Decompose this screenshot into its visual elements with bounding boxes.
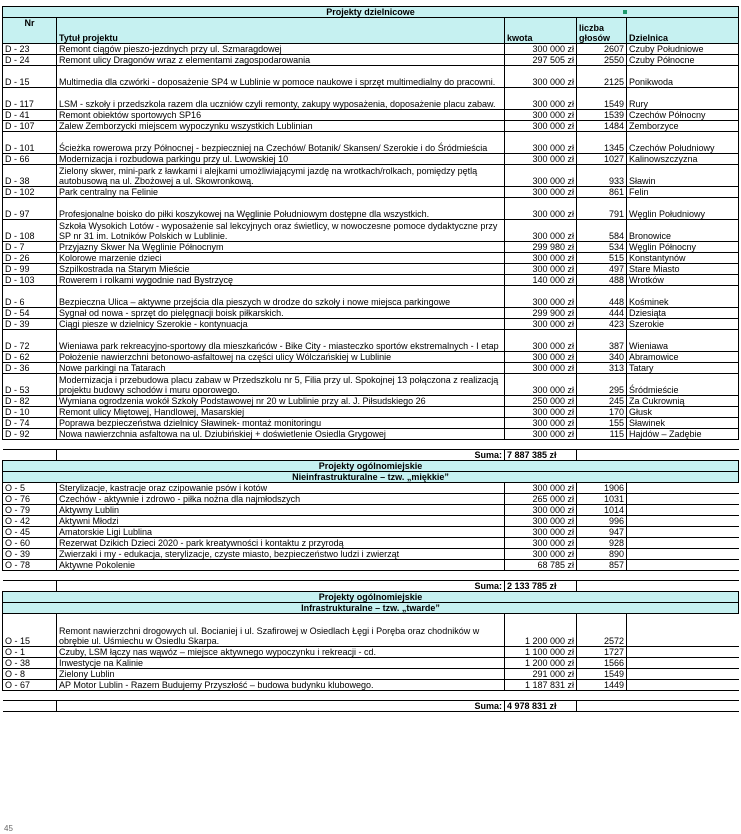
- gap-cell: [3, 691, 739, 701]
- project-district: Tatary: [627, 363, 739, 374]
- project-nr: D - 36: [3, 363, 57, 374]
- project-nr: D - 62: [3, 352, 57, 363]
- project-district: Wrotków: [627, 275, 739, 286]
- header-votes: liczba głosów: [577, 18, 627, 44]
- sum-value: 7 887 385 zł: [505, 450, 577, 461]
- project-title: Zielony skwer, mini-park z ławkami i alejkami umożliwiającymi jazdę na wrotkach/rolkach, pomiędzy pętlą autobusową na ul. Zbożowej a ul. Skowronkową.: [57, 165, 505, 187]
- project-district: Ponikwoda: [627, 66, 739, 88]
- project-district: Wieniawa: [627, 330, 739, 352]
- project-title: Aktywny Lublin: [57, 505, 505, 516]
- project-title: Sterylizacje, kastracje oraz czipowanie psów i kotów: [57, 483, 505, 494]
- project-district: Kośminek: [627, 286, 739, 308]
- table-row: [3, 396, 739, 407]
- project-district: Dziesiąta: [627, 308, 739, 319]
- project-title: Nowe parkingi na Tatarach: [57, 363, 505, 374]
- project-amount: 300 000 zł: [505, 352, 577, 363]
- sum-row: [3, 581, 739, 592]
- table-row: [3, 66, 739, 88]
- project-title: Zalew Zemborzycki miejscem wypoczynku wszystkich Lublinian: [57, 121, 505, 132]
- project-title: Zielony Lublin: [57, 669, 505, 680]
- project-title: Park centralny na Felinie: [57, 187, 505, 198]
- project-title: Przyjazny Skwer Na Węglinie Północnym: [57, 242, 505, 253]
- project-district: Węglin Południowy: [627, 198, 739, 220]
- project-nr: D - 99: [3, 264, 57, 275]
- project-district: Abramowice: [627, 352, 739, 363]
- project-amount: 250 000 zł: [505, 396, 577, 407]
- table-row: [3, 308, 739, 319]
- project-votes: 1449: [577, 680, 627, 691]
- project-title: Poprawa bezpieczeństwa dzielnicy Sławinek- montaż monitoringu: [57, 418, 505, 429]
- project-nr: O - 67: [3, 680, 57, 691]
- project-amount: 300 000 zł: [505, 110, 577, 121]
- project-votes: 996: [577, 516, 627, 527]
- project-nr: D - 103: [3, 275, 57, 286]
- table-row: [3, 549, 739, 560]
- sum-value: 2 133 785 zł: [505, 581, 577, 592]
- project-nr: D - 101: [3, 132, 57, 154]
- project-amount: 300 000 zł: [505, 198, 577, 220]
- project-nr: D - 117: [3, 88, 57, 110]
- project-amount: 300 000 zł: [505, 121, 577, 132]
- project-nr: D - 72: [3, 330, 57, 352]
- project-amount: 300 000 zł: [505, 319, 577, 330]
- project-nr: D - 6: [3, 286, 57, 308]
- project-votes: 497: [577, 264, 627, 275]
- sum-spacer: [577, 581, 739, 592]
- project-votes: 857: [577, 560, 627, 571]
- table-row: [3, 363, 739, 374]
- project-nr: O - 39: [3, 549, 57, 560]
- project-title: Położenie nawierzchni betonowo-asfaltowej na części ulicy Wólczańskiej w Lublinie: [57, 352, 505, 363]
- empty-cell: [627, 494, 739, 505]
- project-nr: D - 41: [3, 110, 57, 121]
- project-district: Sławinek: [627, 418, 739, 429]
- table-row: [3, 88, 739, 110]
- project-district: Sławin: [627, 165, 739, 187]
- project-votes: 1031: [577, 494, 627, 505]
- table-row: [3, 527, 739, 538]
- table-row: [3, 275, 739, 286]
- project-votes: 1484: [577, 121, 627, 132]
- project-title: Szkoła Wysokich Lotów - wyposażenie sal lekcyjnych oraz świetlicy, w nowoczesne pomoce dydaktyczne przy SP nr 31 im. Lotników Polskich w Lublinie.: [57, 220, 505, 242]
- table-row: [3, 110, 739, 121]
- project-votes: 295: [577, 374, 627, 396]
- project-votes: 115: [577, 429, 627, 440]
- project-nr: O - 5: [3, 483, 57, 494]
- sum-spacer: [3, 450, 57, 461]
- project-amount: 300 000 zł: [505, 264, 577, 275]
- project-title: Nowa nawierzchnia asfaltowa na ul. Dziubińskiej + doświetlenie Osiedla Grygowej: [57, 429, 505, 440]
- section-subtitle: Infrastrukturalne – tzw. „twarde”: [3, 603, 739, 614]
- project-title: Remont ulicy Dragonów wraz z elementami zagospodarowania: [57, 55, 505, 66]
- header-district: Dzielnica: [627, 18, 739, 44]
- table-row: [3, 418, 739, 429]
- project-votes: 1906: [577, 483, 627, 494]
- project-title: Modernizacja i rozbudowa parkingu przy ul. Lwowskiej 10: [57, 154, 505, 165]
- project-amount: 1 200 000 zł: [505, 658, 577, 669]
- project-amount: 300 000 zł: [505, 429, 577, 440]
- project-nr: O - 38: [3, 658, 57, 669]
- project-nr: D - 26: [3, 253, 57, 264]
- project-nr: O - 1: [3, 647, 57, 658]
- project-votes: 947: [577, 527, 627, 538]
- project-votes: 488: [577, 275, 627, 286]
- project-title: Aktywne Pokolenie: [57, 560, 505, 571]
- table-row: [3, 121, 739, 132]
- table-row: [3, 253, 739, 264]
- project-nr: D - 53: [3, 374, 57, 396]
- table-row: [3, 429, 739, 440]
- project-nr: O - 79: [3, 505, 57, 516]
- project-nr: D - 24: [3, 55, 57, 66]
- gap-cell: [3, 440, 739, 450]
- project-title: Remont nawierzchni drogowych ul. Bocianiej i ul. Szafirowej w Osiedlach Łęgi i Poręba oraz chodników w obrębie ul. Uśmiechu w Osiedlu Skarpa.: [57, 614, 505, 647]
- project-nr: O - 78: [3, 560, 57, 571]
- project-district: Czechów Północny: [627, 110, 739, 121]
- project-nr: D - 97: [3, 198, 57, 220]
- project-amount: 300 000 zł: [505, 483, 577, 494]
- project-nr: D - 66: [3, 154, 57, 165]
- project-amount: 291 000 zł: [505, 669, 577, 680]
- project-title: Inwestycje na Kalinie: [57, 658, 505, 669]
- project-votes: 791: [577, 198, 627, 220]
- empty-cell: [627, 669, 739, 680]
- project-amount: 300 000 zł: [505, 253, 577, 264]
- project-district: Felin: [627, 187, 739, 198]
- project-nr: D - 82: [3, 396, 57, 407]
- table-row: [3, 220, 739, 242]
- sum-spacer: [3, 581, 57, 592]
- project-district: Szerokie: [627, 319, 739, 330]
- project-votes: 928: [577, 538, 627, 549]
- table-row: [3, 264, 739, 275]
- project-amount: 299 900 zł: [505, 308, 577, 319]
- project-votes: 1027: [577, 154, 627, 165]
- project-votes: 448: [577, 286, 627, 308]
- project-district: Śródmieście: [627, 374, 739, 396]
- project-district: Stare Miasto: [627, 264, 739, 275]
- project-amount: 300 000 zł: [505, 549, 577, 560]
- table-row: [3, 198, 739, 220]
- project-amount: 300 000 zł: [505, 374, 577, 396]
- sum-spacer: [3, 701, 57, 712]
- project-title: Rowerem i rolkami wygodnie nad Bystrzycę: [57, 275, 505, 286]
- project-title: Multimedia dla czwórki - doposażenie SP4 w Lublinie w pomoce naukowe i sprzęt multimedialny do pracowni.: [57, 66, 505, 88]
- project-votes: 170: [577, 407, 627, 418]
- table-row: [3, 44, 739, 55]
- project-amount: 300 000 zł: [505, 132, 577, 154]
- project-votes: 2607: [577, 44, 627, 55]
- project-title: Remont ciągów pieszo-jezdnych przy ul. Szmaragdowej: [57, 44, 505, 55]
- table-row: [3, 374, 739, 396]
- project-title: Szpilkostrada na Starym Mieście: [57, 264, 505, 275]
- project-amount: 300 000 zł: [505, 66, 577, 88]
- table-row: [3, 505, 739, 516]
- project-votes: 444: [577, 308, 627, 319]
- project-amount: 300 000 zł: [505, 44, 577, 55]
- project-nr: O - 76: [3, 494, 57, 505]
- project-title: Czechów - aktywnie i zdrowo - piłka nożna dla najmłodszych: [57, 494, 505, 505]
- gap-row: [3, 691, 739, 701]
- project-amount: 140 000 zł: [505, 275, 577, 286]
- header-nr: Nr: [3, 18, 57, 44]
- project-title: Wymiana ogrodzenia wokół Szkoły Podstawowej nr 20 w Lublinie przy al. J. Piłsudskiego 26: [57, 396, 505, 407]
- table-row: [3, 407, 739, 418]
- project-votes: 2125: [577, 66, 627, 88]
- section-subtitle-row: [3, 603, 739, 614]
- project-amount: 300 000 zł: [505, 407, 577, 418]
- project-nr: D - 39: [3, 319, 57, 330]
- project-votes: 2550: [577, 55, 627, 66]
- project-title: Ciągi piesze w dzielnicy Szerokie - kontynuacja: [57, 319, 505, 330]
- project-nr: D - 54: [3, 308, 57, 319]
- sum-label: Suma:: [57, 701, 505, 712]
- project-district: Bronowice: [627, 220, 739, 242]
- project-amount: 299 980 zł: [505, 242, 577, 253]
- section-title: Projekty ogólnomiejskie: [3, 461, 739, 472]
- project-votes: 584: [577, 220, 627, 242]
- project-nr: D - 108: [3, 220, 57, 242]
- project-amount: 300 000 zł: [505, 418, 577, 429]
- section-title-row: [3, 7, 739, 18]
- project-title: Rezerwat Dzikich Dzieci 2020 - park kreatywności i kontaktu z przyrodą: [57, 538, 505, 549]
- table-row: [3, 187, 739, 198]
- empty-cell: [627, 614, 739, 647]
- empty-cell: [627, 658, 739, 669]
- project-amount: 68 785 zł: [505, 560, 577, 571]
- section-subtitle: Nieinfrastrukturalne – tzw. „miękkie”: [3, 472, 739, 483]
- project-nr: D - 92: [3, 429, 57, 440]
- table-row: [3, 538, 739, 549]
- project-nr: D - 23: [3, 44, 57, 55]
- project-amount: 300 000 zł: [505, 154, 577, 165]
- project-amount: 1 100 000 zł: [505, 647, 577, 658]
- table-row: [3, 286, 739, 308]
- project-amount: 1 187 831 zł: [505, 680, 577, 691]
- project-title: Czuby, LSM łączy nas wąwóz – miejsce aktywnego wypoczynku i rekreacji - cd.: [57, 647, 505, 658]
- project-nr: O - 15: [3, 614, 57, 647]
- empty-cell: [627, 516, 739, 527]
- project-title: Amatorskie Ligi Lublina: [57, 527, 505, 538]
- header-title: Tytuł projektu: [57, 18, 505, 44]
- project-title: Modernizacja i przebudowa placu zabaw w Przedszkolu nr 5, Filia przy ul. Spokojnej 13 połączona z realizacją projektu budowy schodów i muru oporowego.: [57, 374, 505, 396]
- table-row: [3, 352, 739, 363]
- project-title: Ścieżka rowerowa przy Północnej - bezpieczniej na Czechów/ Botanik/ Skansen/ Szerokie i do Śródmieścia: [57, 132, 505, 154]
- project-votes: 1549: [577, 669, 627, 680]
- empty-cell: [627, 560, 739, 571]
- project-amount: 300 000 zł: [505, 516, 577, 527]
- empty-cell: [627, 549, 739, 560]
- sum-label: Suma:: [57, 581, 505, 592]
- header-amount: kwota: [505, 18, 577, 44]
- project-votes: 423: [577, 319, 627, 330]
- project-amount: 300 000 zł: [505, 527, 577, 538]
- project-amount: 300 000 zł: [505, 286, 577, 308]
- table-row: [3, 242, 739, 253]
- project-title: AP Motor Lublin - Razem Budujemy Przyszłość – budowa budynku klubowego.: [57, 680, 505, 691]
- sum-spacer: [577, 450, 739, 461]
- table-row: [3, 319, 739, 330]
- project-nr: D - 15: [3, 66, 57, 88]
- project-title: Remont obiektów sportowych SP16: [57, 110, 505, 121]
- table-row: [3, 614, 739, 647]
- project-title: Kolorowe marzenie dzieci: [57, 253, 505, 264]
- project-amount: 300 000 zł: [505, 538, 577, 549]
- empty-cell: [627, 647, 739, 658]
- project-nr: O - 45: [3, 527, 57, 538]
- project-district: Kalinowszczyzna: [627, 154, 739, 165]
- project-title: Wieniawa park rekreacyjno-sportowy dla mieszkańców - Bike City - miasteczko sportów ekstremalnych - I etap: [57, 330, 505, 352]
- project-nr: D - 74: [3, 418, 57, 429]
- results-table: [2, 6, 739, 712]
- project-votes: 933: [577, 165, 627, 187]
- table-row: [3, 658, 739, 669]
- table-row: [3, 165, 739, 187]
- table-row: [3, 560, 739, 571]
- project-title: Aktywni Młodzi: [57, 516, 505, 527]
- project-votes: 2572: [577, 614, 627, 647]
- project-amount: 300 000 zł: [505, 363, 577, 374]
- project-votes: 1014: [577, 505, 627, 516]
- project-district: Rury: [627, 88, 739, 110]
- project-title: Sygnał od nowa - sprzęt do pielęgnacji boisk piłkarskich.: [57, 308, 505, 319]
- project-nr: O - 42: [3, 516, 57, 527]
- sum-value: 4 978 831 zł: [505, 701, 577, 712]
- sum-row: [3, 450, 739, 461]
- project-district: Konstantynów: [627, 253, 739, 264]
- table-row: [3, 132, 739, 154]
- empty-cell: [627, 483, 739, 494]
- project-votes: 890: [577, 549, 627, 560]
- project-title: Bezpieczna Ulica – aktywne przejścia dla pieszych w drodze do szkoły i nowe miejsca parkingowe: [57, 286, 505, 308]
- sum-label: Suma:: [57, 450, 505, 461]
- sum-row: [3, 701, 739, 712]
- section-title: Projekty ogólnomiejskie: [3, 592, 739, 603]
- table-row: [3, 647, 739, 658]
- gap-row: [3, 440, 739, 450]
- project-amount: 300 000 zł: [505, 330, 577, 352]
- empty-cell: [627, 505, 739, 516]
- project-amount: 300 000 zł: [505, 187, 577, 198]
- project-votes: 1549: [577, 88, 627, 110]
- project-votes: 387: [577, 330, 627, 352]
- project-amount: 300 000 zł: [505, 505, 577, 516]
- table-row: [3, 330, 739, 352]
- project-votes: 340: [577, 352, 627, 363]
- project-district: Głusk: [627, 407, 739, 418]
- project-amount: 300 000 zł: [505, 88, 577, 110]
- project-amount: 297 505 zł: [505, 55, 577, 66]
- project-amount: 265 000 zł: [505, 494, 577, 505]
- empty-cell: [627, 527, 739, 538]
- project-nr: D - 102: [3, 187, 57, 198]
- empty-cell: [627, 680, 739, 691]
- project-amount: 300 000 zł: [505, 165, 577, 187]
- project-votes: 1539: [577, 110, 627, 121]
- table-row: [3, 55, 739, 66]
- selection-handle: [623, 10, 627, 14]
- project-votes: 861: [577, 187, 627, 198]
- project-title: Zwierzaki i my - edukacja, sterylizacje, czyste miasto, bezpieczeństwo ludzi i zwierząt: [57, 549, 505, 560]
- project-votes: 534: [577, 242, 627, 253]
- project-district: Czechów Południowy: [627, 132, 739, 154]
- project-nr: D - 7: [3, 242, 57, 253]
- project-district: Hajdów – Zadębie: [627, 429, 739, 440]
- sum-spacer: [577, 701, 739, 712]
- section-title-row: [3, 461, 739, 472]
- project-votes: 155: [577, 418, 627, 429]
- project-votes: 245: [577, 396, 627, 407]
- table-row: [3, 154, 739, 165]
- section-title-row: [3, 592, 739, 603]
- project-amount: 300 000 zł: [505, 220, 577, 242]
- table-row: [3, 494, 739, 505]
- project-votes: 313: [577, 363, 627, 374]
- project-nr: D - 10: [3, 407, 57, 418]
- gap-row: [3, 571, 739, 581]
- page-number: 45: [4, 824, 13, 833]
- gap-cell: [3, 571, 739, 581]
- project-votes: 1566: [577, 658, 627, 669]
- project-votes: 1345: [577, 132, 627, 154]
- project-title: LSM - szkoły i przedszkola razem dla uczniów czyli remonty, zakupy wyposażenia, doposażenie placu zabaw.: [57, 88, 505, 110]
- project-district: Węglin Północny: [627, 242, 739, 253]
- table-row: [3, 516, 739, 527]
- project-title: Profesjonalne boisko do piłki koszykowej na Węglinie Południowym dostępne dla wszystkich.: [57, 198, 505, 220]
- project-votes: 515: [577, 253, 627, 264]
- section-title: Projekty dzielnicowe: [3, 7, 739, 18]
- section-subtitle-row: [3, 472, 739, 483]
- project-district: Za Cukrownią: [627, 396, 739, 407]
- project-district: Zemborzyce: [627, 121, 739, 132]
- project-district: Czuby Południowe: [627, 44, 739, 55]
- table-row: [3, 483, 739, 494]
- project-nr: D - 107: [3, 121, 57, 132]
- project-votes: 1727: [577, 647, 627, 658]
- spreadsheet: [2, 6, 738, 712]
- project-title: Remont ulicy Miętowej, Handlowej, Masarskiej: [57, 407, 505, 418]
- table-row: [3, 680, 739, 691]
- header-row: [3, 18, 739, 44]
- project-nr: O - 60: [3, 538, 57, 549]
- project-nr: O - 8: [3, 669, 57, 680]
- empty-cell: [627, 538, 739, 549]
- project-district: Czuby Północne: [627, 55, 739, 66]
- project-amount: 1 200 000 zł: [505, 614, 577, 647]
- project-nr: D - 38: [3, 165, 57, 187]
- table-row: [3, 669, 739, 680]
